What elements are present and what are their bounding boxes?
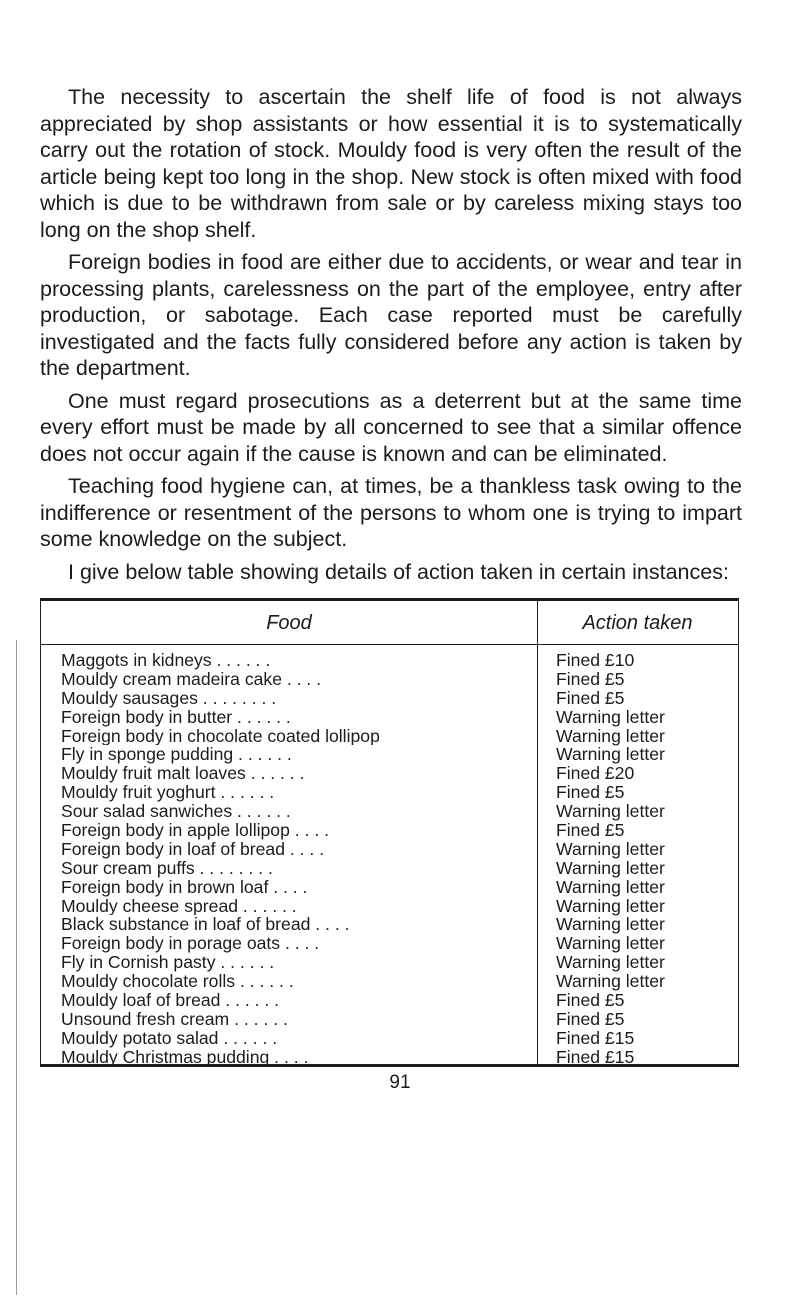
paragraph-foreign-bodies: Foreign bodies in food are either due to accidents, or wear and tear in processing plants, carelessness on the part of the employee, entry after production, or sabotage. Each case reported must be carefully investigated and the facts fully considered before any action is taken by the department. bbox=[40, 250, 742, 380]
action-cell: Warning letter bbox=[556, 933, 665, 954]
table-row bbox=[41, 689, 738, 708]
table-row bbox=[41, 1048, 738, 1067]
table-row bbox=[41, 1010, 738, 1029]
food-cell: Foreign body in brown loaf . . . . bbox=[61, 877, 308, 897]
action-cell: Warning letter bbox=[556, 706, 665, 727]
action-cell: Warning letter bbox=[556, 725, 665, 746]
action-cell: Warning letter bbox=[556, 971, 665, 992]
food-cell: Black substance in loaf of bread . . . . bbox=[61, 915, 350, 935]
table-row bbox=[41, 802, 738, 821]
action-cell: Fined £10 bbox=[556, 650, 635, 670]
body-text bbox=[40, 84, 742, 591]
table-row bbox=[41, 878, 738, 897]
table-row bbox=[41, 651, 738, 670]
table-row bbox=[41, 991, 738, 1010]
action-cell: Fined £5 bbox=[556, 782, 625, 803]
paragraph-prosecutions: One must regard prosecutions as a deterrent but at the same time every effort must be made by all concerned to see that a similar offence does not occur again if the cause is known and can be eliminated. bbox=[40, 388, 742, 466]
action-cell: Fined £15 bbox=[556, 1046, 635, 1067]
table-row bbox=[41, 783, 738, 802]
food-cell: Mouldy potato salad . . . . . . bbox=[61, 1028, 278, 1048]
table-row bbox=[41, 859, 738, 878]
table-row bbox=[41, 953, 738, 972]
food-cell: Mouldy sausages . . . . . . . . bbox=[61, 688, 277, 708]
action-cell: Warning letter bbox=[556, 838, 665, 859]
action-cell: Fined £5 bbox=[556, 668, 625, 689]
table-row bbox=[41, 1029, 738, 1048]
table-row bbox=[41, 670, 738, 689]
food-cell: Mouldy loaf of bread . . . . . . bbox=[61, 991, 280, 1010]
header-food: Food bbox=[266, 612, 312, 634]
table-row bbox=[41, 764, 738, 783]
action-cell: Warning letter bbox=[556, 876, 665, 897]
action-cell: Warning letter bbox=[556, 914, 665, 935]
food-cell: Mouldy fruit yoghurt . . . . . . bbox=[61, 783, 275, 803]
action-cell: Warning letter bbox=[556, 744, 665, 765]
action-cell: Warning letter bbox=[556, 857, 665, 878]
food-cell: Fly in sponge pudding . . . . . . bbox=[61, 745, 292, 765]
food-cell: Mouldy fruit malt loaves . . . . . . bbox=[61, 764, 305, 784]
food-cell: Sour salad sanwiches . . . . . . bbox=[61, 802, 291, 822]
food-cell: Mouldy cheese spread . . . . . . bbox=[61, 896, 297, 916]
food-cell: Foreign body in butter . . . . . . bbox=[61, 707, 291, 727]
action-cell: Fined £20 bbox=[556, 763, 635, 784]
action-cell: Fined £5 bbox=[556, 990, 625, 1011]
table-row bbox=[41, 897, 738, 916]
paragraph-food-hygiene: Teaching food hygiene can, at times, be a thankless task owing to the indifference or resentment of the persons to whom one is trying to impart some knowledge on the subject. bbox=[40, 474, 742, 551]
table-row bbox=[41, 727, 738, 746]
food-cell: Foreign body in chocolate coated lollipop bbox=[61, 726, 380, 746]
table-row bbox=[41, 972, 738, 991]
action-cell: Warning letter bbox=[556, 952, 665, 973]
food-cell: Fly in Cornish pasty . . . . . . bbox=[61, 953, 275, 973]
food-cell: Foreign body in apple lollipop . . . . bbox=[61, 821, 329, 840]
food-cell: Foreign body in porage oats . . . . bbox=[61, 934, 320, 954]
action-cell: Fined £5 bbox=[556, 1008, 625, 1029]
action-cell: Fined £15 bbox=[556, 1027, 635, 1048]
table-header-row bbox=[41, 601, 738, 645]
food-cell: Foreign body in loaf of bread . . . . bbox=[61, 839, 325, 859]
table-row bbox=[41, 840, 738, 859]
action-cell: Fined £5 bbox=[556, 687, 625, 708]
table-row bbox=[41, 745, 738, 764]
food-cell: Unsound fresh cream . . . . . . bbox=[61, 1009, 288, 1029]
food-cell: Mouldy Christmas pudding . . . . bbox=[61, 1047, 309, 1067]
action-cell: Fined £5 bbox=[556, 820, 625, 841]
page-number: 91 bbox=[389, 1072, 411, 1093]
table-row bbox=[41, 708, 738, 727]
header-action-taken: Action taken bbox=[582, 612, 693, 634]
food-cell: Mouldy chocolate rolls . . . . . . bbox=[61, 972, 294, 992]
column-divider bbox=[537, 601, 538, 1064]
food-cell: Sour cream puffs . . . . . . . . bbox=[61, 858, 273, 878]
paragraph-shelf-life: The necessity to ascertain the shelf life of food is not always appreciated by shop assistants or how essential it is to systematically carry out the rotation of stock. Mouldy food is very often the result of the article being kept too long in the shop. New stock is often mixed with food which is due to be withdrawn from sale or by careless mixing stays too long on the shop shelf. bbox=[40, 85, 742, 242]
table-row bbox=[41, 821, 738, 840]
action-cell: Warning letter bbox=[556, 895, 665, 916]
food-cell: Maggots in kidneys . . . . . . bbox=[61, 651, 271, 670]
table-body bbox=[41, 645, 738, 1067]
table-row bbox=[41, 934, 738, 953]
paragraph-table-intro: I give below table showing details of action taken in certain instances: bbox=[68, 559, 729, 584]
action-cell: Warning letter bbox=[556, 801, 665, 822]
scan-edge-line bbox=[16, 640, 17, 1295]
table-row bbox=[41, 915, 738, 934]
food-cell: Mouldy cream madeira cake . . . . bbox=[61, 669, 322, 689]
action-table bbox=[40, 598, 739, 1067]
